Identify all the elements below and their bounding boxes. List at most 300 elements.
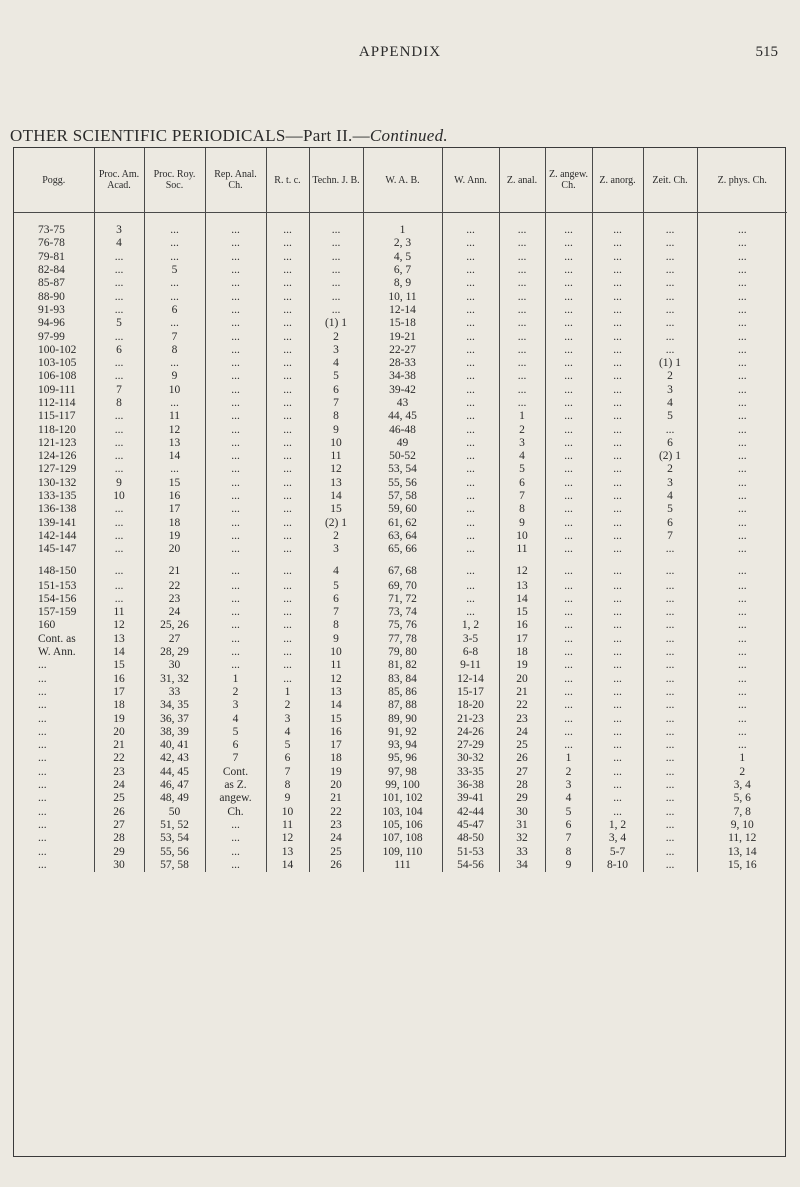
row-label-cell: 139-141 [38, 516, 77, 529]
table-cell: 12 [499, 556, 545, 579]
table-row [14, 792, 787, 805]
table-cell: ... [205, 330, 266, 343]
table-row [14, 543, 787, 556]
table-cell: ... [592, 410, 643, 423]
table-cell: 8-10 [592, 859, 643, 872]
table-cell: ... [643, 845, 697, 858]
table-cell: 33 [499, 845, 545, 858]
row-label-cell: Cont. as [38, 632, 76, 645]
table-cell: ... [442, 593, 499, 606]
table-cell: ... [205, 437, 266, 450]
table-cell: 5 [643, 503, 697, 516]
table-cell: 2 [499, 423, 545, 436]
table-cell: ... [266, 410, 309, 423]
table-row [14, 579, 787, 592]
table-cell: 46-48 [363, 423, 442, 436]
table-cell: ... [697, 556, 787, 579]
table-cell: 4 [266, 726, 309, 739]
row-label-cell: 136-138 [38, 503, 77, 516]
table-row [14, 330, 787, 343]
table-cell: 13, 14 [697, 845, 787, 858]
table-cell: 15-17 [442, 686, 499, 699]
table-cell: ... [643, 237, 697, 250]
table-cell: ... [545, 450, 592, 463]
table-cell: 15 [94, 659, 144, 672]
column-header: Proc. Am. Acad. [94, 148, 144, 213]
table-cell: 30 [499, 805, 545, 818]
table-cell: 16 [309, 726, 363, 739]
table-cell: ... [205, 859, 266, 872]
table-cell: 13 [309, 477, 363, 490]
table-cell: ... [266, 384, 309, 397]
table-row [14, 593, 787, 606]
table-cell: 9, 10 [697, 819, 787, 832]
table-cell: 17 [309, 739, 363, 752]
table-cell: ... [545, 437, 592, 450]
table-cell: 14 [309, 699, 363, 712]
table-cell: ... [592, 659, 643, 672]
table-cell: ... [697, 463, 787, 476]
table-cell: 3 [499, 437, 545, 450]
table-cell: 28-33 [363, 357, 442, 370]
table-cell: ... [643, 686, 697, 699]
table-cell: ... [266, 304, 309, 317]
table-cell: 18 [144, 517, 205, 530]
row-label-cell: ... [38, 712, 47, 725]
table-cell: ... [545, 384, 592, 397]
column-header: Proc. Roy. Soc. [144, 148, 205, 213]
table-row [14, 490, 787, 503]
table-row [14, 859, 787, 872]
table-cell: 9 [309, 423, 363, 436]
table-cell: ... [643, 423, 697, 436]
table-cell: ... [442, 357, 499, 370]
table-cell: ... [643, 766, 697, 779]
table-row [14, 344, 787, 357]
column-header: Techn. J. B. [309, 148, 363, 213]
table-cell: ... [266, 213, 309, 238]
table-cell: 20 [499, 673, 545, 686]
column-header: W. A. B. [363, 148, 442, 213]
table-cell: ... [94, 264, 144, 277]
table-cell: ... [499, 277, 545, 290]
table-cell: ... [94, 423, 144, 436]
table-cell: ... [545, 646, 592, 659]
table-cell: ... [697, 357, 787, 370]
table-cell: 9 [266, 792, 309, 805]
table-cell: ... [266, 619, 309, 632]
table-cell: 6 [643, 437, 697, 450]
table-cell: ... [545, 619, 592, 632]
table-cell: ... [266, 450, 309, 463]
table-cell: ... [499, 304, 545, 317]
row-label-cell: 97-99 [38, 330, 65, 343]
table-cell: 11 [144, 410, 205, 423]
table-cell: 23 [144, 593, 205, 606]
table-row [14, 739, 787, 752]
table-cell: ... [442, 606, 499, 619]
table-cell: 18-20 [442, 699, 499, 712]
table-cell: 6-8 [442, 646, 499, 659]
row-label-cell: 85-87 [38, 277, 65, 290]
table-cell: 12 [144, 423, 205, 436]
table-cell: 16 [499, 619, 545, 632]
table-cell: 3 [266, 712, 309, 725]
table-cell: ... [499, 357, 545, 370]
table-row [14, 712, 787, 725]
table-cell: 24 [94, 779, 144, 792]
page-number: 515 [755, 44, 778, 60]
table-cell: (2) 1 [309, 517, 363, 530]
table-cell: ... [442, 556, 499, 579]
row-label-cell: 112-114 [38, 397, 76, 409]
table-cell: ... [697, 477, 787, 490]
running-head [0, 44, 800, 64]
table-cell: 53, 54 [144, 832, 205, 845]
table-cell: 11 [266, 819, 309, 832]
table-cell: 97, 98 [363, 766, 442, 779]
table-cell: ... [545, 606, 592, 619]
table-cell: ... [442, 370, 499, 383]
table-cell: 25 [499, 739, 545, 752]
table-cell: ... [442, 277, 499, 290]
table-cell: 19 [309, 766, 363, 779]
table-cell: ... [592, 264, 643, 277]
table-cell: ... [545, 370, 592, 383]
table-cell: 29 [94, 845, 144, 858]
table-cell: ... [205, 423, 266, 436]
table-cell: ... [94, 463, 144, 476]
table-cell: ... [592, 739, 643, 752]
table-cell: ... [592, 606, 643, 619]
table-cell: 1 [499, 410, 545, 423]
table-cell: ... [499, 264, 545, 277]
table-cell: 2 [643, 370, 697, 383]
table-cell: ... [697, 606, 787, 619]
table-cell: 46, 47 [144, 779, 205, 792]
table-cell: ... [266, 659, 309, 672]
table-cell: 1 [266, 686, 309, 699]
table-cell: 95, 96 [363, 752, 442, 765]
table-cell: ... [643, 779, 697, 792]
table-cell: ... [592, 384, 643, 397]
table-cell: ... [643, 579, 697, 592]
table-cell: 50-52 [363, 450, 442, 463]
table-cell: 21 [309, 792, 363, 805]
row-label-cell: 79-81 [38, 250, 65, 263]
table-cell: ... [545, 503, 592, 516]
table-cell: ... [545, 264, 592, 277]
table-cell: 7, 8 [697, 805, 787, 818]
table-cell: ... [697, 290, 787, 303]
table-row [14, 251, 787, 264]
table-cell: 14 [499, 593, 545, 606]
table-cell: 27 [144, 633, 205, 646]
table-cell: 81, 82 [363, 659, 442, 672]
table-row [14, 530, 787, 543]
table-cell: ... [592, 805, 643, 818]
section-title-main: OTHER SCIENTIFIC PERIODICALS—Part II.— [10, 126, 370, 145]
table-cell: ... [545, 251, 592, 264]
table-cell: 6 [309, 593, 363, 606]
table-cell: ... [697, 277, 787, 290]
table-cell: 4 [309, 357, 363, 370]
table-cell: 21 [94, 739, 144, 752]
table-cell: 83, 84 [363, 673, 442, 686]
table-cell: ... [205, 832, 266, 845]
table-cell: 1 [545, 752, 592, 765]
table-row [14, 673, 787, 686]
table-cell: ... [545, 699, 592, 712]
table-row [14, 659, 787, 672]
table-cell: ... [697, 251, 787, 264]
table-cell: 27 [94, 819, 144, 832]
table-cell: ... [697, 646, 787, 659]
table-cell: ... [545, 633, 592, 646]
table-cell: ... [499, 344, 545, 357]
table-cell: ... [266, 330, 309, 343]
table-cell: ... [442, 530, 499, 543]
table-cell: 28, 29 [144, 646, 205, 659]
table-cell: ... [442, 330, 499, 343]
row-label-cell: 154-156 [38, 592, 77, 605]
table-cell: ... [205, 477, 266, 490]
table-row [14, 370, 787, 383]
table-cell: ... [499, 370, 545, 383]
table-cell: ... [643, 819, 697, 832]
table-cell: 21-23 [442, 712, 499, 725]
table-cell: ... [499, 237, 545, 250]
table-cell: ... [442, 579, 499, 592]
table-cell: 10 [266, 805, 309, 818]
periodicals-table-frame [13, 147, 786, 1157]
table-cell: ... [643, 556, 697, 579]
table-cell: 4, 5 [363, 251, 442, 264]
table-cell: 5 [144, 264, 205, 277]
table-row [14, 237, 787, 250]
table-row [14, 517, 787, 530]
table-cell: 8 [144, 344, 205, 357]
table-cell: ... [697, 579, 787, 592]
table-cell: 14 [309, 490, 363, 503]
table-cell: ... [266, 463, 309, 476]
table-cell: 3 [205, 699, 266, 712]
table-cell: ... [309, 237, 363, 250]
table-cell: 17 [144, 503, 205, 516]
table-cell: ... [592, 277, 643, 290]
table-cell: ... [442, 503, 499, 516]
table-cell: ... [697, 397, 787, 410]
table-cell: 16 [144, 490, 205, 503]
table-cell: 6 [309, 384, 363, 397]
table-cell: ... [94, 357, 144, 370]
table-cell: 85, 86 [363, 686, 442, 699]
table-cell: ... [592, 490, 643, 503]
table-cell: ... [442, 517, 499, 530]
table-cell: ... [643, 739, 697, 752]
table-cell: ... [643, 673, 697, 686]
table-cell: ... [144, 290, 205, 303]
table-row [14, 606, 787, 619]
table-cell: 44, 45 [144, 766, 205, 779]
table-cell: 5 [266, 739, 309, 752]
table-cell: 7 [309, 397, 363, 410]
table-cell: 38, 39 [144, 726, 205, 739]
table-cell: ... [205, 251, 266, 264]
table-cell: ... [592, 779, 643, 792]
table-cell: ... [545, 659, 592, 672]
table-cell: 15 [144, 477, 205, 490]
table-cell: 48, 49 [144, 792, 205, 805]
table-cell: ... [643, 792, 697, 805]
table-cell: ... [266, 357, 309, 370]
table-cell: 93, 94 [363, 739, 442, 752]
table-cell: ... [94, 277, 144, 290]
column-header: R. t. c. [266, 148, 309, 213]
table-cell: ... [442, 344, 499, 357]
table-cell: ... [442, 237, 499, 250]
table-cell: ... [697, 264, 787, 277]
table-cell: ... [545, 543, 592, 556]
table-cell: 3 [643, 477, 697, 490]
table-cell: 29 [499, 792, 545, 805]
table-row [14, 556, 787, 579]
table-row [14, 290, 787, 303]
table-cell: ... [545, 579, 592, 592]
row-label-cell: 94-96 [38, 317, 65, 330]
table-cell: ... [442, 384, 499, 397]
table-cell: ... [144, 463, 205, 476]
table-cell: 65, 66 [363, 543, 442, 556]
table-cell: 12-14 [442, 673, 499, 686]
table-cell: ... [442, 477, 499, 490]
row-label-cell: 109-111 [38, 383, 76, 396]
table-cell: ... [592, 766, 643, 779]
table-cell: 9 [499, 517, 545, 530]
table-cell: 4 [205, 712, 266, 725]
table-cell: 20 [309, 779, 363, 792]
table-cell: 57, 58 [363, 490, 442, 503]
row-label-cell: 124-126 [38, 450, 77, 463]
table-cell: 8, 9 [363, 277, 442, 290]
table-cell: ... [266, 437, 309, 450]
table-cell: ... [643, 264, 697, 277]
table-cell: 30 [94, 859, 144, 872]
table-cell: 34, 35 [144, 699, 205, 712]
table-cell: ... [697, 633, 787, 646]
table-cell: ... [266, 606, 309, 619]
table-cell: ... [94, 593, 144, 606]
table-cell: ... [697, 543, 787, 556]
table-cell: ... [697, 726, 787, 739]
table-cell: ... [592, 290, 643, 303]
row-label-cell: ... [38, 805, 47, 818]
table-cell: 15 [309, 503, 363, 516]
table-cell: ... [697, 686, 787, 699]
table-row [14, 646, 787, 659]
table-cell: 22 [309, 805, 363, 818]
table-cell: 15-18 [363, 317, 442, 330]
table-cell: ... [94, 530, 144, 543]
table-cell: ... [205, 556, 266, 579]
table-cell: 1, 2 [592, 819, 643, 832]
row-label-cell: ... [38, 739, 47, 752]
table-cell: 19 [144, 530, 205, 543]
table-cell: ... [697, 344, 787, 357]
table-cell: 22 [144, 579, 205, 592]
row-label-cell: ... [38, 672, 47, 685]
row-label-cell: 142-144 [38, 529, 77, 542]
table-cell: ... [309, 290, 363, 303]
table-cell: 34 [499, 859, 545, 872]
table-cell: 16 [94, 673, 144, 686]
table-cell: ... [697, 410, 787, 423]
table-cell: ... [94, 251, 144, 264]
table-cell: ... [592, 330, 643, 343]
table-cell: ... [266, 530, 309, 543]
table-row [14, 805, 787, 818]
table-cell: (1) 1 [643, 357, 697, 370]
table-cell: ... [643, 344, 697, 357]
table-cell: 55, 56 [144, 845, 205, 858]
table-cell: 9-11 [442, 659, 499, 672]
table-cell: ... [266, 317, 309, 330]
row-label-cell: 76-78 [38, 237, 65, 250]
table-cell: ... [94, 290, 144, 303]
table-cell: ... [643, 726, 697, 739]
table-cell: 18 [309, 752, 363, 765]
table-cell: ... [545, 213, 592, 238]
table-cell: 19 [499, 659, 545, 672]
column-header: Pogg. [14, 148, 94, 213]
table-cell: ... [545, 686, 592, 699]
table-cell: ... [697, 317, 787, 330]
table-cell: ... [592, 251, 643, 264]
table-cell: 59, 60 [363, 503, 442, 516]
table-cell: 111 [363, 859, 442, 872]
table-cell: 79, 80 [363, 646, 442, 659]
table-cell: ... [592, 530, 643, 543]
column-header: Z. anal. [499, 148, 545, 213]
table-cell: ... [545, 344, 592, 357]
row-label-cell: ... [38, 699, 47, 712]
table-cell: ... [697, 370, 787, 383]
row-label-cell: 157-159 [38, 606, 77, 619]
table-cell: ... [205, 606, 266, 619]
table-cell: ... [144, 237, 205, 250]
table-cell: 7 [499, 490, 545, 503]
table-cell: 15, 16 [697, 859, 787, 872]
table-cell: ... [205, 463, 266, 476]
table-cell: ... [309, 213, 363, 238]
table-cell: 2 [205, 686, 266, 699]
table-cell: ... [592, 517, 643, 530]
table-body [14, 213, 787, 872]
table-cell: 1, 2 [442, 619, 499, 632]
row-label-cell: 145-147 [38, 543, 77, 556]
table-cell: ... [205, 593, 266, 606]
row-label-cell: ... [38, 659, 47, 672]
table-cell: ... [643, 251, 697, 264]
table-cell: ... [697, 384, 787, 397]
table-row [14, 779, 787, 792]
table-cell: ... [94, 556, 144, 579]
table-cell: ... [697, 503, 787, 516]
table-cell: 25 [94, 792, 144, 805]
table-cell: 40, 41 [144, 739, 205, 752]
table-cell: 5 [309, 370, 363, 383]
table-cell: ... [499, 213, 545, 238]
